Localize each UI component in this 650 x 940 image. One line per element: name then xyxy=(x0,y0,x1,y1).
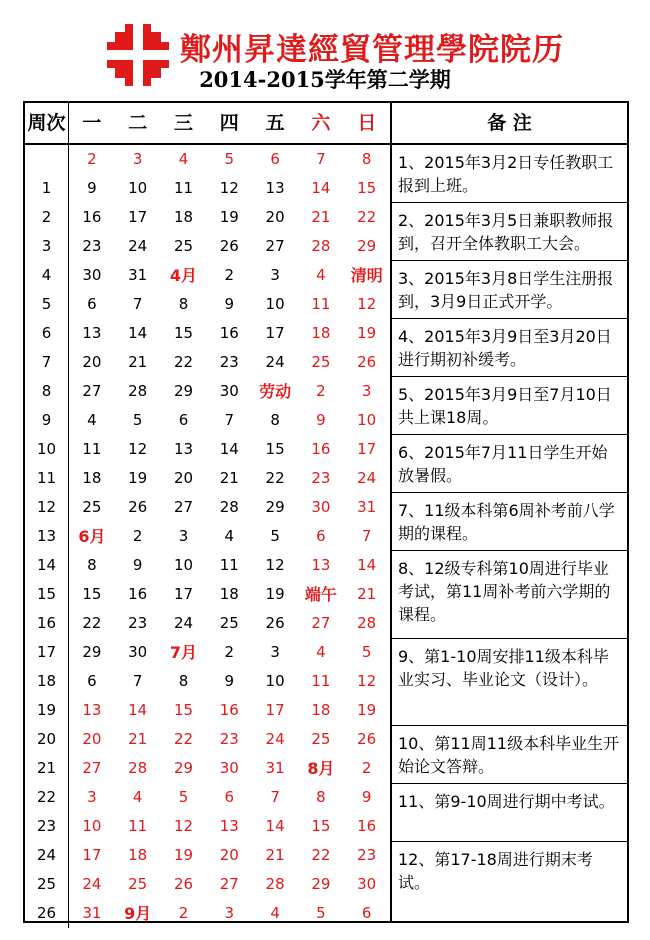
date-cell: 20 xyxy=(82,353,102,371)
date-cell: 30 xyxy=(219,382,239,400)
date-cell: 18 xyxy=(219,585,239,603)
date-cell: 29 xyxy=(173,382,194,400)
date-cell: 劳动 xyxy=(259,382,292,401)
date-cell: 30 xyxy=(219,759,239,777)
date-cell: 11 xyxy=(311,295,331,313)
date-cell: 15 xyxy=(265,440,285,458)
day-header-tue: 二 xyxy=(128,112,148,134)
date-cell: 4月 xyxy=(169,266,198,285)
date-cell: 12 xyxy=(173,817,194,835)
date-cell: 21 xyxy=(311,208,331,226)
date-cell: 3 xyxy=(87,788,97,806)
date-cell: 26 xyxy=(265,614,285,632)
date-cell: 13 xyxy=(82,324,102,342)
date-cell: 10 xyxy=(265,672,285,690)
date-cell: 8 xyxy=(178,295,189,313)
week-number: 3 xyxy=(25,232,69,261)
date-cell: 30 xyxy=(357,875,377,893)
header xyxy=(0,0,650,100)
week-number: 6 xyxy=(25,319,69,348)
date-cell: 14 xyxy=(128,324,148,342)
week-number: 14 xyxy=(25,551,69,580)
date-cell: 7月 xyxy=(169,643,198,662)
date-cell: 15 xyxy=(173,324,194,342)
date-cell: 8 xyxy=(178,672,189,690)
date-cell: 3 xyxy=(361,382,372,400)
week-number: 9 xyxy=(25,406,69,435)
date-cell: 27 xyxy=(265,237,285,255)
week-number: 20 xyxy=(25,725,69,754)
date-cell: 22 xyxy=(82,614,102,632)
date-cell: 6 xyxy=(316,527,326,545)
date-cell: 27 xyxy=(311,614,331,632)
date-cell: 7 xyxy=(316,150,326,168)
date-cell: 24 xyxy=(265,730,285,748)
table-row xyxy=(25,493,390,522)
table-row xyxy=(25,551,390,580)
date-cell: 18 xyxy=(311,701,331,719)
date-cell: 2 xyxy=(224,266,235,284)
date-cell: 7 xyxy=(361,527,372,545)
week-column-header: 周次 xyxy=(25,103,69,143)
date-cell: 12 xyxy=(357,295,377,313)
date-cell: 31 xyxy=(357,498,377,516)
date-cell: 16 xyxy=(219,701,239,719)
week-number: 25 xyxy=(25,870,69,899)
date-cell: 29 xyxy=(265,498,285,516)
calendar-table xyxy=(23,101,629,923)
date-cell: 11 xyxy=(82,440,102,458)
note-item: 7、11级本科第6周补考前八学期的课程。 xyxy=(392,493,627,551)
table-row xyxy=(25,232,390,261)
date-cell: 4 xyxy=(224,527,235,545)
date-cell: 29 xyxy=(173,759,194,777)
date-cell: 13 xyxy=(82,701,102,719)
day-header-thu: 四 xyxy=(219,112,239,134)
date-cell: 17 xyxy=(173,585,194,603)
date-cell: 19 xyxy=(357,324,377,342)
date-cell: 10 xyxy=(82,817,102,835)
date-cell: 21 xyxy=(265,846,285,864)
day-header-fri: 五 xyxy=(265,112,285,134)
date-cell: 3 xyxy=(132,150,143,168)
day-header-sun: 日 xyxy=(357,112,377,134)
page-subtitle: 2014-2015学年第二学期 xyxy=(199,67,451,92)
date-cell: 25 xyxy=(82,498,102,516)
date-cell: 8 xyxy=(316,788,326,806)
date-cell: 4 xyxy=(87,411,97,429)
date-cell: 26 xyxy=(357,353,377,371)
week-number: 22 xyxy=(25,783,69,812)
date-cell: 26 xyxy=(173,875,194,893)
date-cell: 2 xyxy=(132,527,143,545)
date-cell: 16 xyxy=(128,585,148,603)
date-cell: 2 xyxy=(178,904,189,922)
date-cell: 20 xyxy=(219,846,239,864)
date-cell: 24 xyxy=(357,469,377,487)
date-cell: 6 xyxy=(270,150,280,168)
date-cell: 6 xyxy=(224,788,235,806)
table-row xyxy=(25,319,390,348)
table-row xyxy=(25,464,390,493)
table-row xyxy=(25,406,390,435)
week-number: 13 xyxy=(25,522,69,551)
date-cell: 23 xyxy=(82,237,102,255)
date-cell: 21 xyxy=(128,730,148,748)
date-cell: 9 xyxy=(132,556,143,574)
date-cell: 11 xyxy=(128,817,148,835)
date-cell: 11 xyxy=(173,179,194,197)
date-cell: 19 xyxy=(265,585,285,603)
week-number: 16 xyxy=(25,609,69,638)
date-cell: 19 xyxy=(357,701,377,719)
date-cell: 12 xyxy=(357,672,377,690)
date-cell: 31 xyxy=(265,759,285,777)
table-header-row xyxy=(25,103,627,145)
week-number: 21 xyxy=(25,754,69,783)
date-cell: 2 xyxy=(361,759,372,777)
week-number: 15 xyxy=(25,580,69,609)
table-row xyxy=(25,145,390,174)
date-cell: 14 xyxy=(128,701,148,719)
date-cell: 4 xyxy=(316,643,326,661)
table-row xyxy=(25,261,390,290)
date-cell: 20 xyxy=(265,208,285,226)
week-number: 10 xyxy=(25,435,69,464)
week-number: 19 xyxy=(25,696,69,725)
date-cell: 25 xyxy=(219,614,239,632)
date-cell: 5 xyxy=(132,411,143,429)
date-cell: 26 xyxy=(357,730,377,748)
week-number: 1 xyxy=(25,174,69,203)
note-item: 6、2015年7月11日学生开始放暑假。 xyxy=(392,435,627,493)
date-cell: 25 xyxy=(173,237,194,255)
date-cell: 17 xyxy=(265,701,285,719)
date-cell: 5 xyxy=(178,788,189,806)
date-cell: 27 xyxy=(219,875,239,893)
week-number: 23 xyxy=(25,812,69,841)
date-cell: 24 xyxy=(265,353,285,371)
note-item: 5、2015年3月9日至7月10日共上课18周。 xyxy=(392,377,627,435)
date-cell: 29 xyxy=(311,875,331,893)
date-cell: 23 xyxy=(128,614,148,632)
date-cell: 24 xyxy=(82,875,102,893)
day-header-sat: 六 xyxy=(311,112,331,134)
date-cell: 5 xyxy=(224,150,235,168)
date-cell: 14 xyxy=(265,817,285,835)
date-cell: 29 xyxy=(82,643,102,661)
date-cell: 18 xyxy=(128,846,148,864)
date-cell: 8 xyxy=(87,556,97,574)
week-number: 4 xyxy=(25,261,69,290)
date-cell: 24 xyxy=(128,237,148,255)
date-cell: 19 xyxy=(173,846,194,864)
date-cell: 2 xyxy=(316,382,326,400)
date-cell: 28 xyxy=(219,498,239,516)
date-cell: 28 xyxy=(265,875,285,893)
date-cell: 23 xyxy=(357,846,377,864)
date-cell: 7 xyxy=(132,295,143,313)
note-item: 3、2015年3月8日学生注册报到，3月9日正式开学。 xyxy=(392,261,627,319)
date-cell: 19 xyxy=(219,208,239,226)
date-cell: 28 xyxy=(311,237,331,255)
table-row xyxy=(25,522,390,551)
date-cell: 14 xyxy=(219,440,239,458)
date-cell: 6月 xyxy=(78,527,106,546)
note-item: 9、第1-10周安排11级本科毕业实习、毕业论文（设计）。 xyxy=(392,639,627,726)
week-number: 7 xyxy=(25,348,69,377)
table-row xyxy=(25,290,390,319)
table-row xyxy=(25,812,390,841)
date-cell: 16 xyxy=(82,208,102,226)
date-cell: 16 xyxy=(357,817,377,835)
table-row xyxy=(25,638,390,667)
date-cell: 18 xyxy=(173,208,194,226)
table-row xyxy=(25,783,390,812)
date-cell: 2 xyxy=(87,150,97,168)
date-cell: 17 xyxy=(265,324,285,342)
date-cell: 22 xyxy=(265,469,285,487)
date-cell: 2 xyxy=(224,643,235,661)
date-cell: 28 xyxy=(128,382,148,400)
week-number xyxy=(25,145,69,174)
date-cell: 6 xyxy=(361,904,372,922)
date-cell: 30 xyxy=(128,643,148,661)
day-header-wed: 三 xyxy=(173,112,193,134)
date-cell: 9 xyxy=(87,179,97,197)
date-cell: 5 xyxy=(361,643,372,661)
date-cell: 30 xyxy=(82,266,102,284)
date-cell: 17 xyxy=(82,846,102,864)
date-cell: 31 xyxy=(82,904,102,922)
date-cell: 26 xyxy=(219,237,239,255)
date-cell: 9 xyxy=(316,411,326,429)
date-cell: 20 xyxy=(173,469,194,487)
table-row xyxy=(25,174,390,203)
date-cell: 7 xyxy=(132,672,143,690)
date-cell: 16 xyxy=(219,324,239,342)
date-cell: 12 xyxy=(128,440,148,458)
note-item: 2、2015年3月5日兼职教师报到，召开全体教职工大会。 xyxy=(392,203,627,261)
date-cell: 8 xyxy=(270,411,280,429)
date-cell: 25 xyxy=(311,353,331,371)
date-cell: 7 xyxy=(224,411,235,429)
date-cell: 11 xyxy=(219,556,239,574)
date-cell: 15 xyxy=(82,585,102,603)
table-row xyxy=(25,725,390,754)
date-cell: 24 xyxy=(173,614,194,632)
date-cell: 5 xyxy=(316,904,326,922)
week-number: 5 xyxy=(25,290,69,319)
date-cell: 25 xyxy=(311,730,331,748)
date-cell: 9 xyxy=(224,295,235,313)
date-cell: 22 xyxy=(173,353,194,371)
table-row xyxy=(25,435,390,464)
table-row xyxy=(25,609,390,638)
note-item: 8、12级专科第10周进行毕业考试，第11周补考前六学期的课程。 xyxy=(392,551,627,639)
note-item: 4、2015年3月9日至3月20日进行期初补缓考。 xyxy=(392,319,627,377)
date-cell: 26 xyxy=(128,498,148,516)
date-cell: 22 xyxy=(311,846,331,864)
date-cell: 13 xyxy=(311,556,331,574)
date-cell: 17 xyxy=(357,440,377,458)
date-cell: 9 xyxy=(361,788,372,806)
table-row xyxy=(25,203,390,232)
date-cell: 3 xyxy=(270,266,280,284)
date-cell: 23 xyxy=(219,353,239,371)
date-cell: 6 xyxy=(87,295,97,313)
date-cell: 3 xyxy=(270,643,280,661)
date-cell: 13 xyxy=(173,440,194,458)
date-cell: 14 xyxy=(357,556,377,574)
date-cell: 4 xyxy=(270,904,280,922)
date-cell: 21 xyxy=(357,585,377,603)
week-number: 2 xyxy=(25,203,69,232)
page-title: 鄭州昇達經貿管理學院院历 xyxy=(180,32,564,68)
table-row xyxy=(25,899,390,928)
date-cell: 8月 xyxy=(307,759,335,778)
date-cell: 10 xyxy=(357,411,377,429)
table-row xyxy=(25,377,390,406)
week-number: 24 xyxy=(25,841,69,870)
date-cell: 18 xyxy=(82,469,102,487)
notes-column-header: 备 注 xyxy=(487,112,532,134)
date-cell: 12 xyxy=(219,179,239,197)
date-cell: 端午 xyxy=(304,585,337,604)
table-row xyxy=(25,580,390,609)
table-row xyxy=(25,667,390,696)
date-cell: 4 xyxy=(178,150,189,168)
date-cell: 17 xyxy=(128,208,148,226)
date-cell: 8 xyxy=(361,150,372,168)
date-cell: 3 xyxy=(224,904,235,922)
date-cell: 21 xyxy=(219,469,239,487)
table-row xyxy=(25,754,390,783)
date-cell: 15 xyxy=(311,817,331,835)
table-row xyxy=(25,696,390,725)
date-cell: 15 xyxy=(357,179,377,197)
date-cell: 11 xyxy=(311,672,331,690)
date-cell: 9 xyxy=(224,672,235,690)
date-cell: 13 xyxy=(265,179,285,197)
week-number: 17 xyxy=(25,638,69,667)
note-item: 12、第17-18周进行期末考试。 xyxy=(398,850,593,892)
note-item: 11、第9-10周进行期中考试。 xyxy=(392,784,627,842)
week-number: 12 xyxy=(25,493,69,522)
date-cell: 4 xyxy=(316,266,326,284)
date-cell: 清明 xyxy=(350,266,383,285)
date-cell: 13 xyxy=(219,817,239,835)
date-cell: 6 xyxy=(178,411,189,429)
note-item: 10、第11周11级本科毕业生开始论文答辩。 xyxy=(392,726,627,784)
date-cell: 3 xyxy=(178,527,189,545)
date-cell: 7 xyxy=(270,788,280,806)
date-cell: 10 xyxy=(173,556,194,574)
week-number: 8 xyxy=(25,377,69,406)
date-cell: 6 xyxy=(87,672,97,690)
date-cell: 31 xyxy=(128,266,148,284)
table-row xyxy=(25,348,390,377)
date-cell: 22 xyxy=(357,208,377,226)
date-cell: 27 xyxy=(82,382,102,400)
date-cell: 27 xyxy=(82,759,102,777)
table-row xyxy=(25,841,390,870)
date-cell: 19 xyxy=(128,469,148,487)
date-cell: 25 xyxy=(128,875,148,893)
date-cell: 12 xyxy=(265,556,285,574)
date-cell: 23 xyxy=(311,469,331,487)
date-cell: 23 xyxy=(219,730,239,748)
date-cell: 15 xyxy=(173,701,194,719)
date-cell: 16 xyxy=(311,440,331,458)
date-cell: 29 xyxy=(357,237,377,255)
date-cell: 22 xyxy=(173,730,194,748)
date-cell: 14 xyxy=(311,179,331,197)
week-number: 18 xyxy=(25,667,69,696)
date-cell: 4 xyxy=(132,788,143,806)
date-cell: 20 xyxy=(82,730,102,748)
date-cell: 21 xyxy=(128,353,148,371)
note-item: 1、2015年3月2日专任教职工报到上班。 xyxy=(392,145,627,203)
date-cell: 27 xyxy=(173,498,194,516)
date-cell: 9月 xyxy=(124,904,152,923)
day-header-mon: 一 xyxy=(82,112,102,134)
date-cell: 28 xyxy=(128,759,148,777)
date-cell: 18 xyxy=(311,324,331,342)
week-number: 26 xyxy=(25,899,69,928)
date-cell: 28 xyxy=(357,614,377,632)
week-number: 11 xyxy=(25,464,69,493)
date-cell: 5 xyxy=(270,527,280,545)
date-cell: 30 xyxy=(311,498,331,516)
table-row xyxy=(25,870,390,899)
date-cell: 10 xyxy=(128,179,148,197)
date-cell: 10 xyxy=(265,295,285,313)
